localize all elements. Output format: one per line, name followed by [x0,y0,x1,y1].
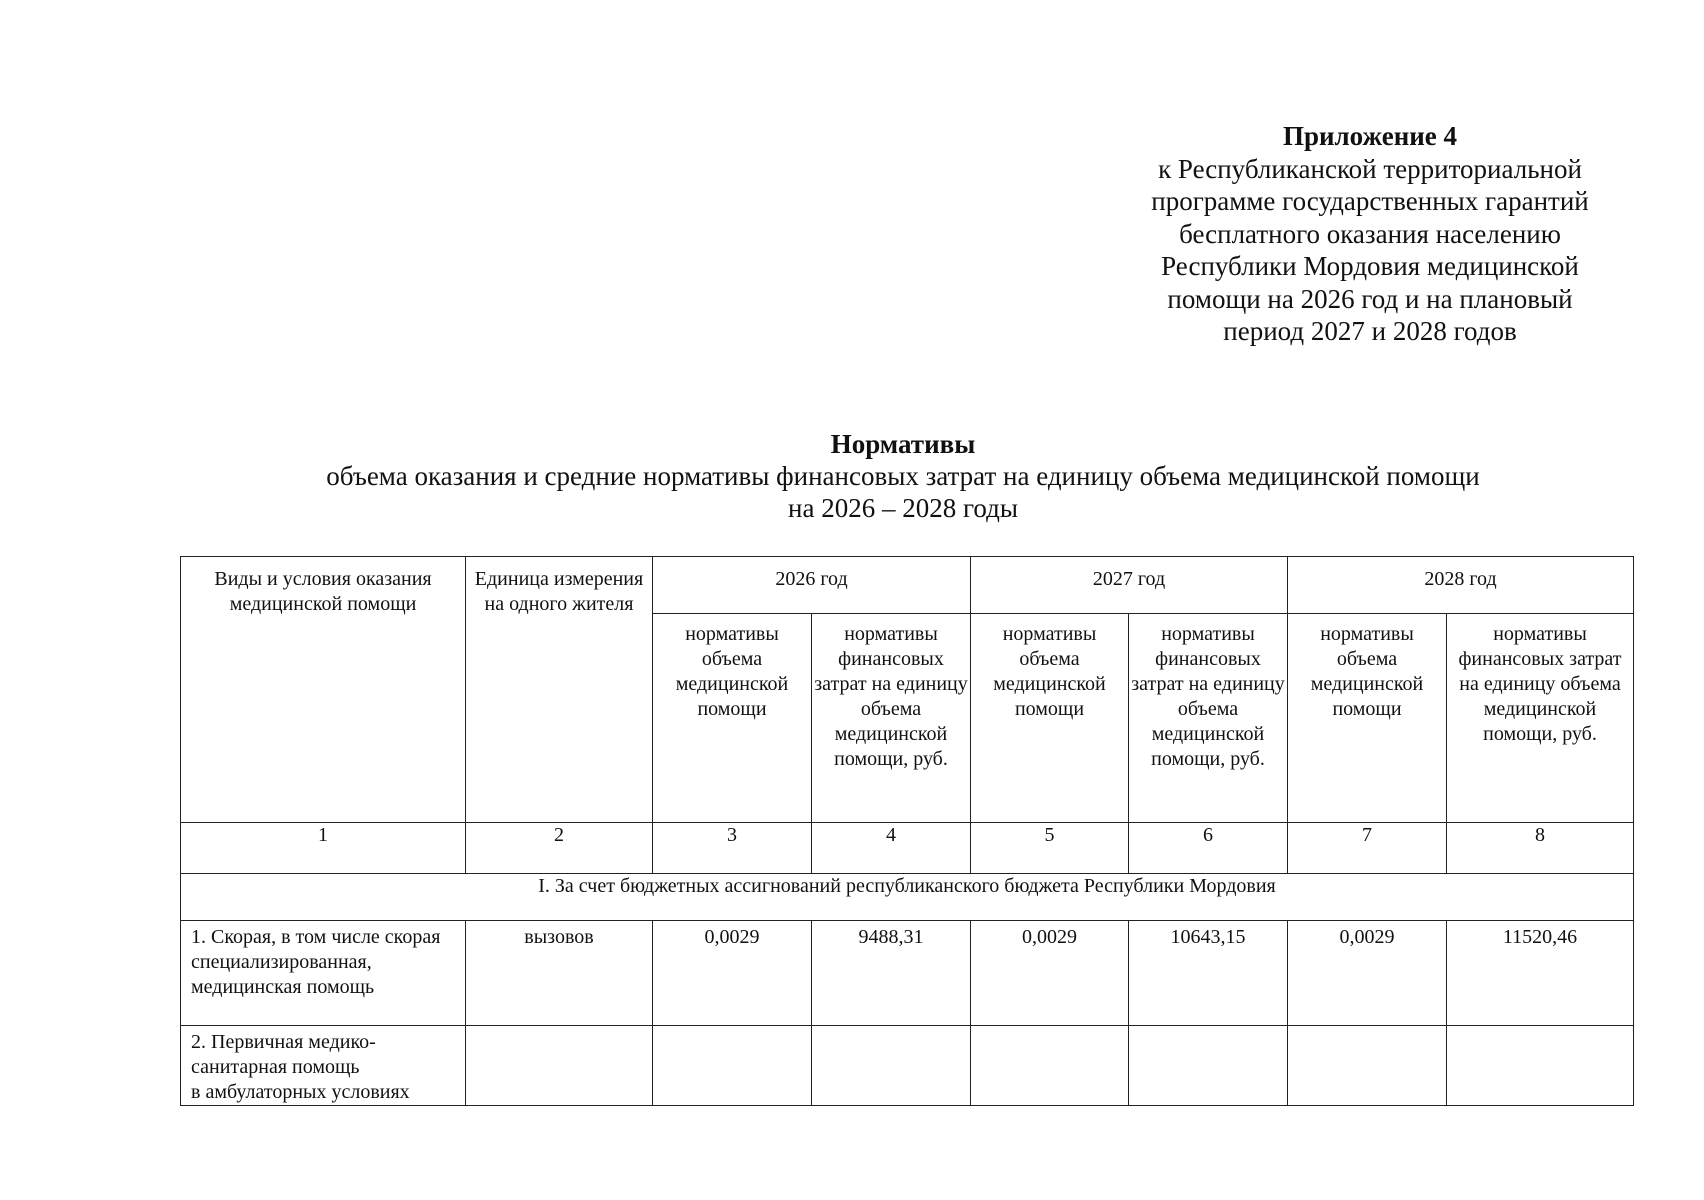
row-volume-2027: 0,0029 [971,921,1129,1026]
column-number: 3 [653,823,812,874]
row-volume-2026 [653,1026,812,1106]
table-row [181,1026,1634,1106]
column-number: 2 [466,823,653,874]
row-cost-2027: 10643,15 [1129,921,1288,1026]
header-care-type: Виды и условия оказания медицинской помощи [181,557,466,823]
appendix-line: к Республиканской территориальной [1158,153,1582,184]
column-number: 6 [1129,823,1288,874]
header-cost-2026: нормативы финансовых затрат на единицу объема медицинской помощи, руб. [812,614,971,823]
row-volume-2026: 0,0029 [653,921,812,1026]
document-heading [180,428,1626,524]
row-cost-2028 [1447,1026,1634,1106]
appendix-title: Приложение 4 [1282,121,1458,151]
appendix-block [1120,120,1620,348]
row-care-type [181,1026,466,1106]
document-subtitle: объема оказания и средние нормативы финансовых затрат на единицу объема медицинской помощи [326,461,1480,491]
row-cost-2027 [1129,1026,1288,1106]
appendix-line: бесплатного оказания населению [1179,218,1561,249]
appendix-line: помощи на 2026 год и на плановый [1167,283,1573,314]
header-volume-2026: нормативы объема медицинской помощи [653,614,812,823]
section-row [181,874,1634,921]
row-unit: вызовов [466,921,653,1026]
table-row [181,921,1634,1026]
appendix-line: период 2027 и 2028 годов [1223,316,1517,346]
row-volume-2028 [1288,1026,1447,1106]
column-number-row [181,823,1634,874]
header-volume-2027: нормативы объема медицинской помощи [971,614,1129,823]
document-period: на 2026 – 2028 годы [788,493,1018,523]
appendix-line: Республики Мордовия медицинской [1161,251,1579,281]
column-number: 5 [971,823,1129,874]
column-number: 4 [812,823,971,874]
row-volume-2027 [971,1026,1129,1106]
row-cost-2028: 11520,46 [1447,921,1634,1026]
column-number: 8 [1447,823,1634,874]
appendix-line: программе государственных гарантий [1151,186,1589,216]
row-unit [466,1026,653,1106]
header-cost-2027: нормативы финансовых затрат на единицу объема медицинской помощи, руб. [1129,614,1288,823]
header-year-2028: 2028 год [1288,557,1634,614]
column-number: 7 [1288,823,1447,874]
column-number: 1 [181,823,466,874]
header-cost-2028: нормативы финансовых затрат на единицу объема медицинской помощи, руб. [1447,614,1634,823]
row-cost-2026 [812,1026,971,1106]
row-volume-2028: 0,0029 [1288,921,1447,1026]
header-year-2026: 2026 год [653,557,971,614]
row-care-type: 1. Скорая, в том числе скорая специализированная, медицинская помощь [181,921,466,1026]
section-title: I. За счет бюджетных ассигнований республиканского бюджета Республики Мордовия [181,874,1634,921]
norms-table [180,556,1634,1106]
header-unit: Единица измерения на одного жителя [466,557,653,823]
row-care-type-line: в амбулаторных условиях [191,1081,410,1103]
header-year-2027: 2027 год [971,557,1288,614]
header-volume-2028: нормативы объема медицинской помощи [1288,614,1447,823]
document-title: Нормативы [830,429,976,459]
row-cost-2026: 9488,31 [812,921,971,1026]
row-care-type-line: 2. Первичная медико-санитарная помощь [191,1031,376,1078]
